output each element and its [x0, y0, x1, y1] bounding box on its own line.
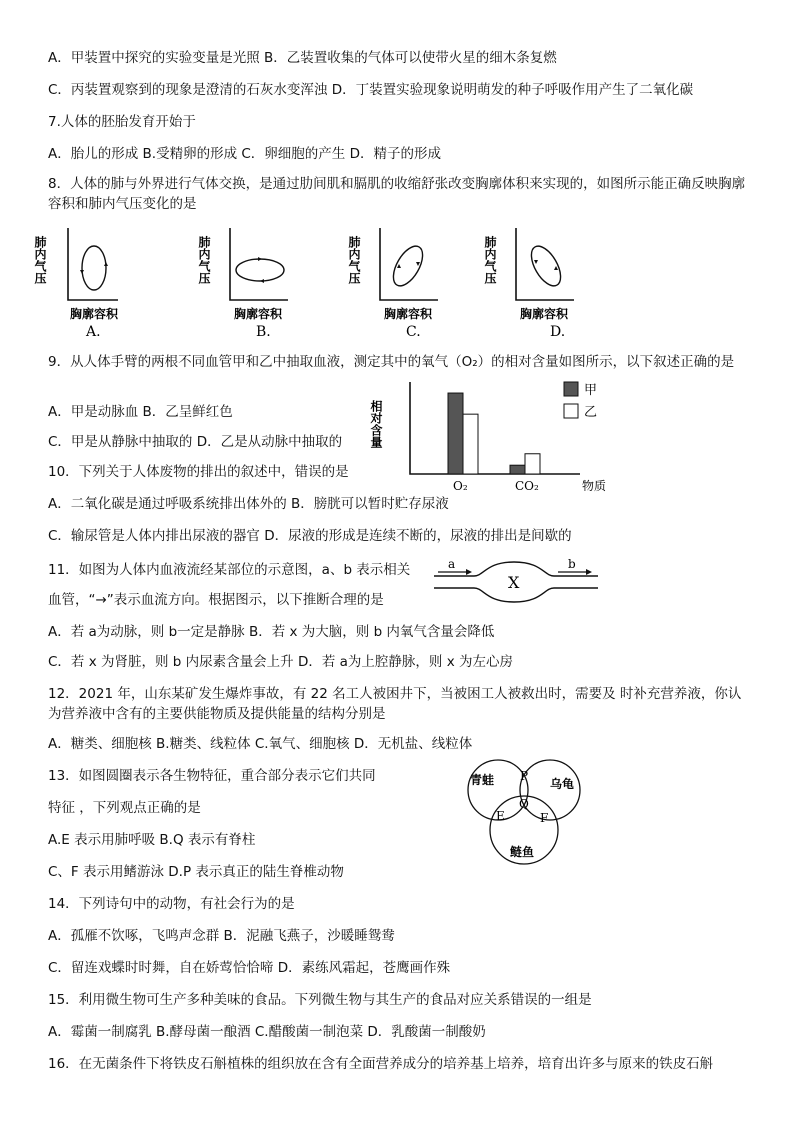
bar-0-0: [448, 393, 463, 474]
graph-a: [33, 228, 119, 340]
xlabel-a: 胸廓容积: [70, 307, 119, 321]
legend-label: 甲: [584, 383, 598, 398]
venn-frog: 青蛙: [470, 773, 495, 787]
ylabel-d: 肺内气压: [483, 236, 497, 284]
q8-stem: 8．人体的肺与外界进行气体交换，是通过肋间肌和膈肌的收缩舒张改变胸廓体积来实现的，如图所示能正确反映胸廓容积和肺内气压变化的是: [48, 176, 746, 212]
q13-options-cd: C、F 表示用鳍游泳 D.P 表示真正的陆生脊椎动物: [48, 864, 344, 880]
xlabel-b: 胸廓容积: [234, 307, 283, 321]
chart-xlabel: 物质: [582, 479, 607, 493]
ylabel-a: 肺内气压: [33, 236, 47, 284]
q9-bar-chart: [368, 376, 628, 498]
graph-c: [347, 228, 438, 340]
venn-fish: 鲢鱼: [510, 845, 535, 859]
venn-f: F: [540, 811, 549, 825]
venn-p: P: [520, 769, 529, 783]
label-a: A.: [86, 324, 101, 340]
ylabel-c: 肺内气压: [347, 236, 361, 284]
category-label: CO₂: [515, 479, 539, 493]
q6-options-ab: A．甲装置中探究的实验变量是光照 B．乙装置收集的气体可以使带火星的细木条复燃: [48, 50, 557, 66]
q7-stem: 7.人体的胚胎发育开始于: [48, 114, 196, 130]
q10-stem: 10．下列关于人体废物的排出的叙述中，错误的是: [48, 464, 349, 480]
q14-stem: 14．下列诗句中的动物，有社会行为的是: [48, 896, 295, 912]
bar-0-1: [463, 414, 478, 474]
xlabel-d: 胸廓容积: [520, 307, 569, 321]
venn-e: E: [496, 809, 505, 823]
chart-ylabel: 相对含量: [369, 400, 383, 448]
label-d: D.: [550, 324, 566, 340]
q11-stem-2: 血管，“→”表示血流方向。根据图示，以下推断合理的是: [48, 592, 384, 608]
bar-1-0: [510, 465, 525, 474]
vessel-a-label: a: [448, 557, 456, 571]
label-b: B.: [256, 324, 271, 340]
q9-options-cd: C．甲是从静脉中抽取的 D．乙是从动脉中抽取的: [48, 434, 343, 450]
q14-options-ab: A．孤雁不饮啄，飞鸣声念群 B．泥融飞燕子，沙暖睡鸳鸯: [48, 928, 395, 944]
q13-options-ab: A.E 表示用肺呼吸 B.Q 表示有脊柱: [48, 832, 256, 848]
q12-options: A．糖类、细胞核 B.糖类、线粒体 C.氧气、细胞核 D．无机盐、线粒体: [48, 736, 473, 752]
q16-stem: 16．在无菌条件下将铁皮石斛植株的组织放在含有全面营养成分的培养基上培养，培育出许多与原来的铁皮石斛: [48, 1056, 714, 1072]
vessel-b-label: b: [568, 557, 576, 571]
q12-stem: 12．2021 年，山东某矿发生爆炸事故，有 22 名工人被困井下，当被困工人被救出时，需要及 时补充营养液，你认为营养液中含有的主要供能物质及提供能量的结构分别是: [48, 686, 742, 722]
q10-options-cd: C．输尿管是人体内排出尿液的器官 D．尿液的形成是连续不断的，尿液的排出是间歇的: [48, 528, 572, 544]
label-c: C.: [406, 324, 421, 340]
ylabel-b: 肺内气压: [197, 236, 211, 284]
q11-stem-1: 11．如图为人体内血液流经某部位的示意图，a、b 表示相关: [48, 562, 411, 578]
q14-options-cd: C．留连戏蝶时时舞，自在娇莺恰恰啼 D．素练风霜起，苍鹰画作殊: [48, 960, 451, 976]
legend-label: 乙: [584, 405, 598, 420]
venn-q: Q: [519, 797, 529, 811]
bar-1-1: [525, 454, 540, 474]
q11-options-ab: A．若 a为动脉，则 b一定是静脉 B．若 x 为大脑，则 b 内氧气含量会降低: [48, 624, 495, 640]
venn-turtle: 乌龟: [550, 777, 575, 791]
q15-stem: 15．利用微生物可生产多种美味的食品。下列微生物与其生产的食品对应关系错误的一组是: [48, 992, 592, 1008]
category-label: O₂: [453, 479, 468, 493]
legend-swatch: [564, 404, 578, 418]
graph-b: [197, 228, 288, 340]
legend-swatch: [564, 382, 578, 396]
q6-options-cd: C．丙装置观察到的现象是澄清的石灰水变浑浊 D．丁装置实验现象说明萌发的种子呼吸作用产生了二氧化碳: [48, 82, 694, 98]
q9-options-ab: A．甲是动脉血 B．乙呈鲜红色: [48, 404, 233, 420]
q13-venn-diagram: [460, 758, 590, 868]
q9-stem: 9．从人体手臂的两根不同血管甲和乙中抽取血液，测定其中的氧气（O₂）的相对含量如图所示，以下叙述正确的是: [48, 354, 735, 370]
q11-blood-flow-diagram: [432, 558, 602, 606]
organ-x-label: X: [508, 573, 520, 592]
q13-stem-1: 13．如图圆圈表示各生物特征，重合部分表示它们共同: [48, 768, 376, 784]
q13-stem-2: 特征 ，下列观点正确的是: [48, 800, 201, 816]
q10-options-ab: A．二氧化碳是通过呼吸系统排出体外的 B．膀胱可以暂时贮存尿液: [48, 496, 449, 512]
graph-d: [483, 228, 574, 340]
q11-options-cd: C．若 x 为肾脏，则 b 内尿素含量会上升 D．若 a为上腔静脉，则 x 为左心房: [48, 654, 513, 670]
q7-options: A．胎儿的形成 B.受精卵的形成 C．卵细胞的产生 D．精子的形成: [48, 146, 441, 162]
q15-options: A．霉菌一制腐乳 B.酵母菌一酿酒 C.醋酸菌一制泡菜 D．乳酸菌一制酸奶: [48, 1024, 486, 1040]
xlabel-c: 胸廓容积: [384, 307, 433, 321]
q8-graphs: [33, 224, 600, 340]
